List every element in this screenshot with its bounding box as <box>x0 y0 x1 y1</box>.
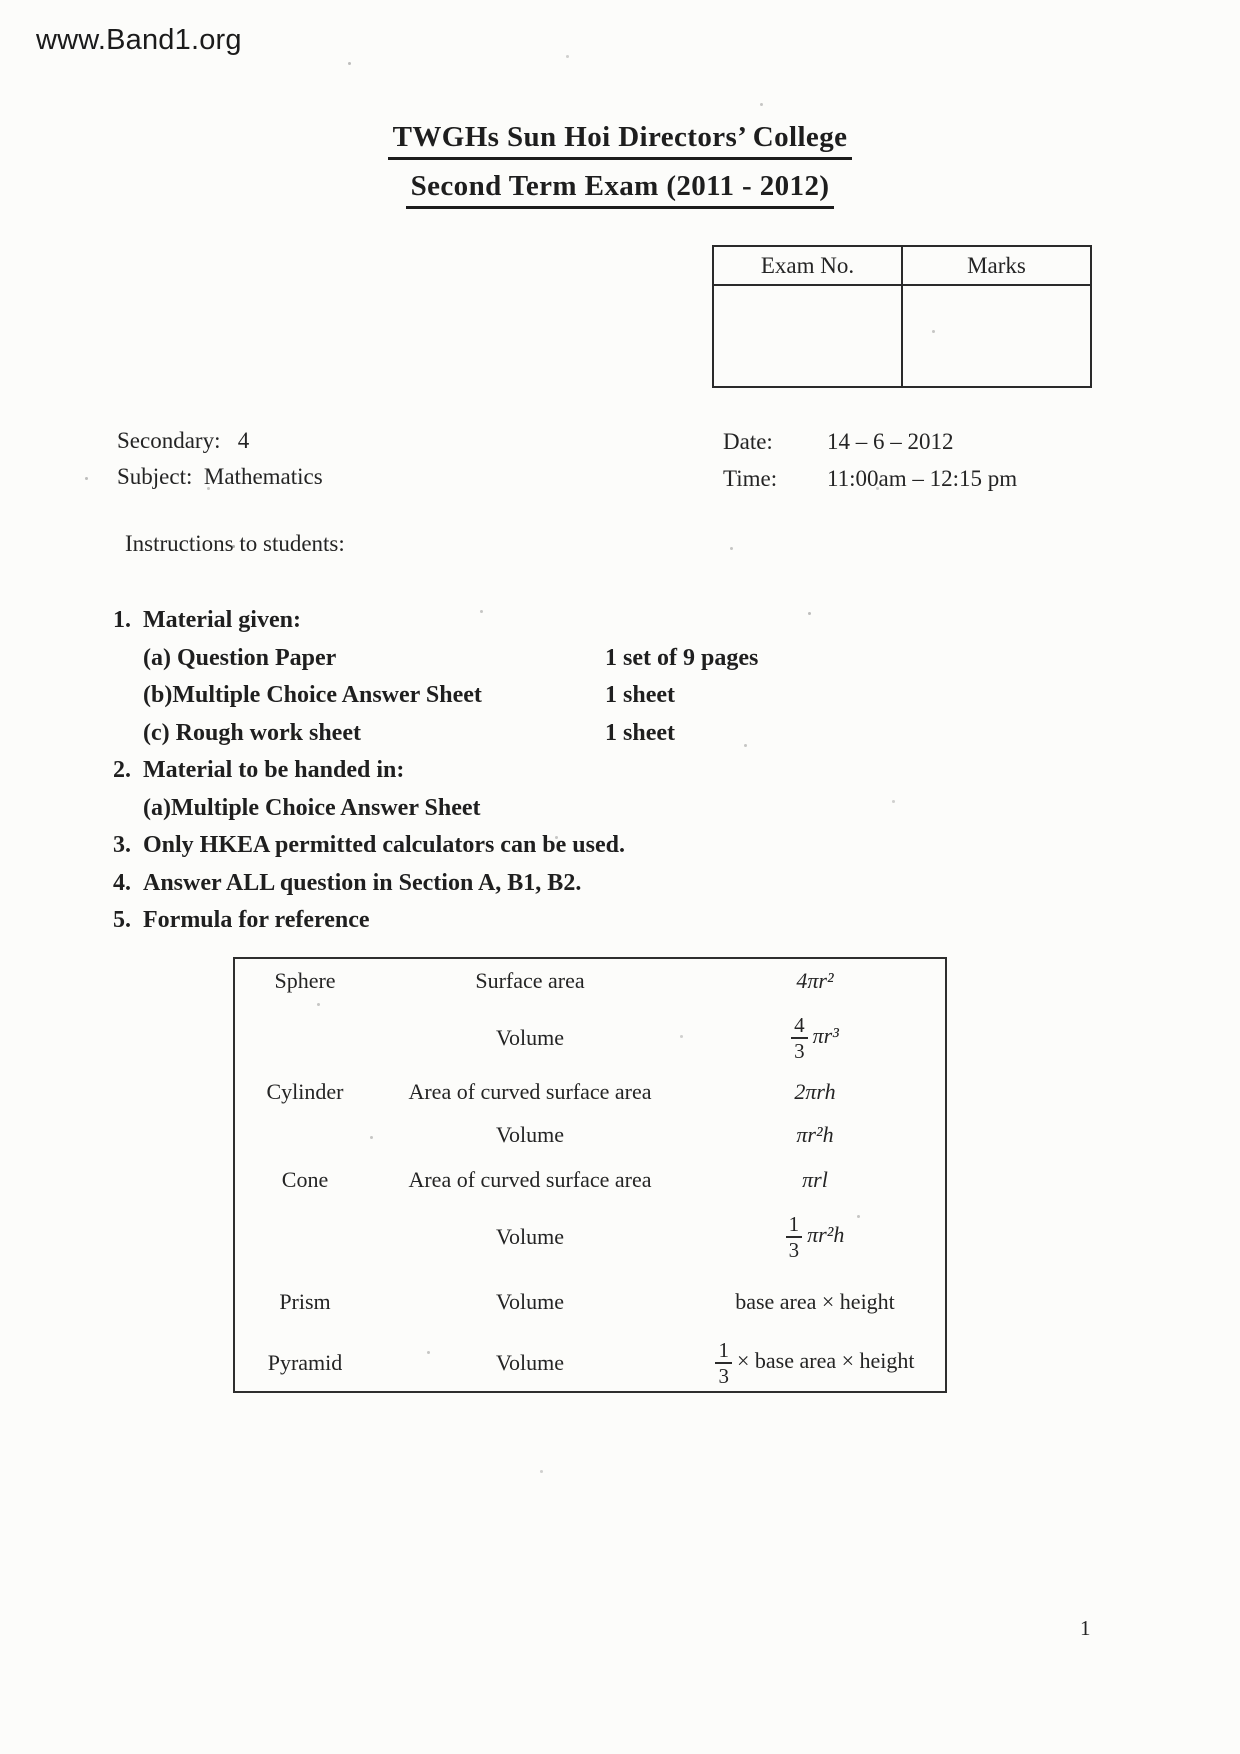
formula: πr²h <box>807 1222 845 1248</box>
subject-value: Mathematics <box>203 464 323 489</box>
scan-speckle <box>680 1035 683 1038</box>
fraction-denominator: 3 <box>794 1039 805 1063</box>
subject-line <box>117 464 323 490</box>
time-value: 11:00am – 12:15 pm <box>827 466 1018 491</box>
item-text: Material to be handed in: <box>143 757 405 783</box>
scan-speckle <box>892 800 895 803</box>
measure-label: Volume <box>495 1350 565 1375</box>
instructions-list <box>113 602 873 940</box>
item-number: 4. <box>113 869 131 896</box>
secondary-line <box>117 428 249 454</box>
fraction <box>715 1339 732 1387</box>
scan-speckle <box>744 744 747 747</box>
formula-row-sphere-volume <box>235 1003 945 1073</box>
exam-number-marks-table <box>712 245 1092 388</box>
watermark-url: www.Band1.org <box>36 24 242 56</box>
scan-speckle <box>932 330 935 333</box>
subject-label: Subject: <box>117 464 193 489</box>
formula: base area × height <box>735 1289 895 1314</box>
scan-speckle <box>730 547 733 550</box>
scan-speckle <box>207 487 210 490</box>
title-row-2 <box>0 170 1240 209</box>
exam-no-cell <box>714 286 903 386</box>
item-text: (b)Multiple Choice Answer Sheet <box>143 682 482 708</box>
fraction <box>786 1213 803 1261</box>
instruction-item <box>113 790 873 828</box>
instructions-heading: Instructions to students: <box>125 531 345 556</box>
scan-speckle <box>876 487 879 490</box>
item-quantity: 1 sheet <box>605 719 675 746</box>
formula-row-sphere-surface <box>235 959 945 1003</box>
item-text: (c) Rough work sheet <box>143 719 361 746</box>
formula-row-cone-volume <box>235 1201 945 1273</box>
shape-name: Prism <box>279 1289 331 1314</box>
formula-row-cylinder-surface <box>235 1073 945 1111</box>
item-text: Only HKEA permitted calculators can be used. <box>143 832 625 858</box>
instruction-item <box>113 827 873 865</box>
scan-speckle <box>760 103 763 106</box>
measure-label: Volume <box>495 1025 565 1050</box>
school-name: TWGHs Sun Hoi Directors’ College <box>388 121 853 160</box>
scan-speckle <box>427 1351 430 1354</box>
exam-title <box>0 121 1240 209</box>
scan-speckle <box>555 836 558 839</box>
formula: πr³ <box>812 1023 839 1049</box>
formula-row-pyramid-volume <box>235 1331 945 1395</box>
scan-speckle <box>232 545 235 548</box>
item-number: 5. <box>113 907 131 933</box>
exam-box-body-row <box>714 286 1090 386</box>
measure-label: Volume <box>495 1289 565 1314</box>
shape-name: Cylinder <box>266 1079 344 1104</box>
exam-box-header-row <box>714 247 1090 286</box>
scan-speckle <box>85 477 88 480</box>
measure-label: Volume <box>495 1121 565 1147</box>
scan-speckle <box>857 1215 860 1218</box>
fraction <box>791 1014 808 1062</box>
secondary-label: Secondary: <box>117 428 221 453</box>
item-text: (a)Multiple Choice Answer Sheet <box>143 794 481 821</box>
formula: πr²h <box>796 1121 834 1147</box>
measure-label: Area of curved surface area <box>408 1166 652 1192</box>
instruction-item <box>113 640 873 678</box>
exam-no-header: Exam No. <box>714 247 903 284</box>
item-quantity: 1 set of 9 pages <box>605 644 759 671</box>
item-text: Formula for reference <box>143 907 370 933</box>
item-text: (a) Question Paper <box>143 644 337 671</box>
date-label: Date: <box>723 429 773 454</box>
formula: πrl <box>802 1166 828 1192</box>
fraction-denominator: 3 <box>718 1364 729 1388</box>
formula-row-cone-surface <box>235 1158 945 1201</box>
marks-cell <box>903 286 1090 386</box>
instruction-item <box>113 602 873 640</box>
instruction-item <box>113 715 873 753</box>
measure-label: Volume <box>495 1224 565 1249</box>
formula-row-prism-volume <box>235 1273 945 1331</box>
formula-reference-table <box>233 957 947 1393</box>
scan-speckle <box>317 1003 320 1006</box>
fraction-numerator: 1 <box>786 1213 803 1238</box>
item-quantity: 1 sheet <box>605 682 675 708</box>
scan-speckle <box>566 55 569 58</box>
date-value: 14 – 6 – 2012 <box>827 429 954 454</box>
scan-speckle <box>370 1136 373 1139</box>
scan-speckle <box>540 1470 543 1473</box>
fraction-numerator: 1 <box>715 1339 732 1364</box>
measure-label: Area of curved surface area <box>408 1079 652 1104</box>
time-label: Time: <box>723 466 778 491</box>
exam-name: Second Term Exam (2011 - 2012) <box>406 170 835 209</box>
secondary-value: 4 <box>237 428 250 453</box>
page-number: 1 <box>1080 1616 1091 1640</box>
item-number: 3. <box>113 832 131 858</box>
item-number: 1. <box>113 607 131 633</box>
instruction-item <box>113 752 873 790</box>
fraction-denominator: 3 <box>788 1238 800 1262</box>
shape-name: Pyramid <box>267 1350 343 1375</box>
marks-header: Marks <box>967 252 1026 278</box>
measure-label: Surface area <box>475 968 585 993</box>
formula: × base area × height <box>736 1348 915 1374</box>
scan-speckle <box>348 62 351 65</box>
item-text: Answer ALL question in Section A, B1, B2. <box>143 869 582 896</box>
formula: 4πr² <box>796 968 834 993</box>
formula: 2πrh <box>794 1079 836 1104</box>
title-row-1 <box>0 121 1240 160</box>
instruction-item <box>113 865 873 903</box>
formula-row-cylinder-volume <box>235 1111 945 1158</box>
instruction-item <box>113 902 873 940</box>
instruction-item <box>113 677 873 715</box>
scan-speckle <box>480 610 483 613</box>
shape-name: Sphere <box>274 968 336 993</box>
scan-speckle <box>808 612 811 615</box>
item-number: 2. <box>113 757 131 783</box>
fraction-numerator: 4 <box>791 1014 808 1039</box>
shape-name: Cone <box>281 1166 329 1192</box>
item-text: Material given: <box>143 607 301 633</box>
